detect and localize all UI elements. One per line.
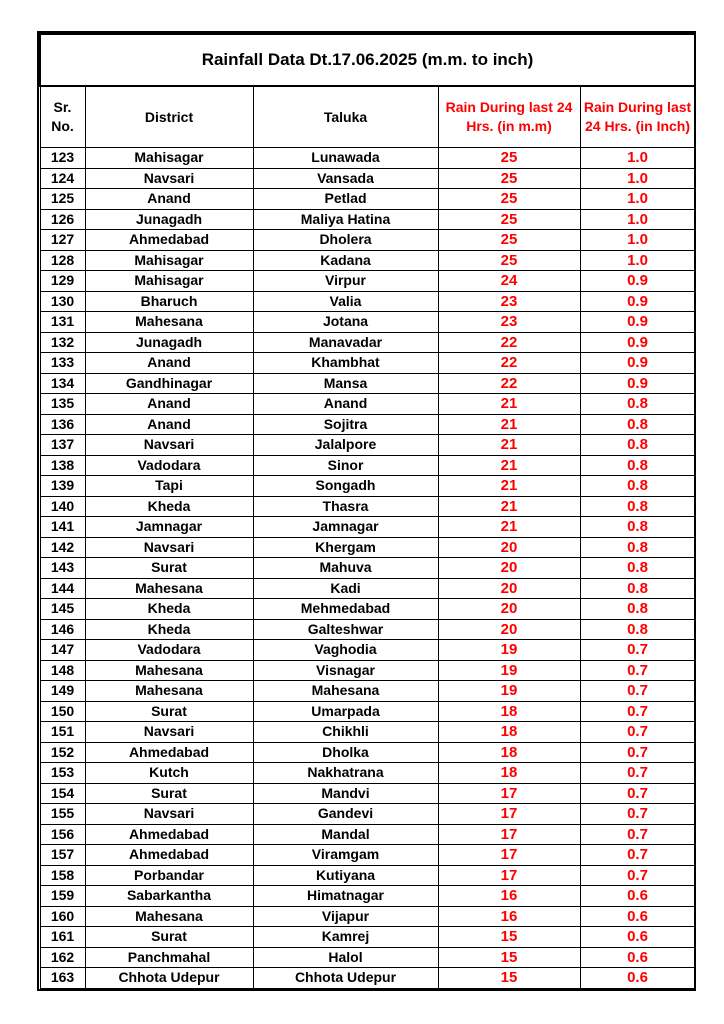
cell-district: Ahmedabad xyxy=(85,742,253,763)
cell-rain-inch: 0.9 xyxy=(580,353,695,374)
cell-rain-mm: 17 xyxy=(438,865,580,886)
cell-rain-inch: 0.8 xyxy=(580,496,695,517)
cell-taluka: Dholera xyxy=(253,230,438,251)
cell-district: Surat xyxy=(85,701,253,722)
table-row xyxy=(40,373,695,394)
cell-sr-no: 144 xyxy=(40,578,85,599)
cell-sr-no: 139 xyxy=(40,476,85,497)
header-rain-inch: Rain During last 24 Hrs. (in Inch) xyxy=(580,86,695,148)
table-row xyxy=(40,435,695,456)
cell-taluka: Manavadar xyxy=(253,332,438,353)
cell-rain-mm: 21 xyxy=(438,476,580,497)
table-row xyxy=(40,722,695,743)
cell-taluka: Mandvi xyxy=(253,783,438,804)
cell-taluka: Maliya Hatina xyxy=(253,209,438,230)
cell-rain-mm: 25 xyxy=(438,209,580,230)
cell-district: Junagadh xyxy=(85,332,253,353)
cell-rain-mm: 17 xyxy=(438,824,580,845)
cell-taluka: Sinor xyxy=(253,455,438,476)
cell-taluka: Visnagar xyxy=(253,660,438,681)
table-row xyxy=(40,927,695,948)
table-row xyxy=(40,886,695,907)
cell-rain-inch: 0.6 xyxy=(580,886,695,907)
cell-district: Tapi xyxy=(85,476,253,497)
cell-sr-no: 161 xyxy=(40,927,85,948)
cell-district: Bharuch xyxy=(85,291,253,312)
table-row xyxy=(40,824,695,845)
table-row xyxy=(40,517,695,538)
cell-rain-inch: 0.7 xyxy=(580,660,695,681)
cell-district: Navsari xyxy=(85,168,253,189)
cell-rain-mm: 24 xyxy=(438,271,580,292)
cell-taluka: Mahuva xyxy=(253,558,438,579)
cell-taluka: Valia xyxy=(253,291,438,312)
cell-sr-no: 157 xyxy=(40,845,85,866)
cell-rain-inch: 0.8 xyxy=(580,558,695,579)
cell-sr-no: 154 xyxy=(40,783,85,804)
cell-taluka: Umarpada xyxy=(253,701,438,722)
cell-sr-no: 151 xyxy=(40,722,85,743)
cell-rain-mm: 22 xyxy=(438,373,580,394)
table-row xyxy=(40,189,695,210)
cell-rain-inch: 0.8 xyxy=(580,414,695,435)
cell-rain-inch: 1.0 xyxy=(580,148,695,169)
cell-rain-inch: 0.8 xyxy=(580,619,695,640)
cell-sr-no: 131 xyxy=(40,312,85,333)
cell-rain-inch: 0.6 xyxy=(580,968,695,989)
table-row xyxy=(40,537,695,558)
cell-sr-no: 141 xyxy=(40,517,85,538)
cell-district: Surat xyxy=(85,558,253,579)
cell-rain-inch: 0.8 xyxy=(580,578,695,599)
cell-rain-mm: 16 xyxy=(438,886,580,907)
cell-rain-inch: 0.6 xyxy=(580,927,695,948)
cell-rain-mm: 23 xyxy=(438,291,580,312)
cell-district: Kheda xyxy=(85,496,253,517)
cell-sr-no: 152 xyxy=(40,742,85,763)
table-row xyxy=(40,332,695,353)
cell-taluka: Chikhli xyxy=(253,722,438,743)
cell-district: Mahesana xyxy=(85,906,253,927)
cell-sr-no: 149 xyxy=(40,681,85,702)
cell-rain-inch: 0.9 xyxy=(580,312,695,333)
cell-rain-inch: 1.0 xyxy=(580,230,695,251)
cell-district: Gandhinagar xyxy=(85,373,253,394)
table-row xyxy=(40,496,695,517)
cell-district: Panchmahal xyxy=(85,947,253,968)
cell-rain-inch: 0.8 xyxy=(580,435,695,456)
cell-sr-no: 130 xyxy=(40,291,85,312)
cell-taluka: Chhota Udepur xyxy=(253,968,438,989)
cell-taluka: Vansada xyxy=(253,168,438,189)
cell-district: Anand xyxy=(85,394,253,415)
cell-taluka: Dholka xyxy=(253,742,438,763)
cell-district: Sabarkantha xyxy=(85,886,253,907)
cell-rain-inch: 0.7 xyxy=(580,640,695,661)
cell-taluka: Viramgam xyxy=(253,845,438,866)
cell-sr-no: 125 xyxy=(40,189,85,210)
cell-taluka: Mansa xyxy=(253,373,438,394)
cell-district: Surat xyxy=(85,783,253,804)
cell-taluka: Mahesana xyxy=(253,681,438,702)
cell-district: Surat xyxy=(85,927,253,948)
cell-sr-no: 158 xyxy=(40,865,85,886)
header-sr-no: Sr. No. xyxy=(40,86,85,148)
table-row xyxy=(40,312,695,333)
table-row xyxy=(40,845,695,866)
cell-rain-mm: 23 xyxy=(438,312,580,333)
cell-rain-mm: 18 xyxy=(438,701,580,722)
document-title: Rainfall Data Dt.17.06.2025 (m.m. to inch) xyxy=(40,34,695,86)
cell-rain-mm: 22 xyxy=(438,332,580,353)
table-row xyxy=(40,640,695,661)
table-row xyxy=(40,353,695,374)
cell-taluka: Songadh xyxy=(253,476,438,497)
table-row xyxy=(40,476,695,497)
cell-rain-mm: 19 xyxy=(438,660,580,681)
cell-rain-mm: 21 xyxy=(438,517,580,538)
cell-sr-no: 153 xyxy=(40,763,85,784)
cell-rain-inch: 0.7 xyxy=(580,804,695,825)
cell-taluka: Mehmedabad xyxy=(253,599,438,620)
cell-rain-mm: 25 xyxy=(438,230,580,251)
cell-district: Porbandar xyxy=(85,865,253,886)
cell-rain-mm: 21 xyxy=(438,455,580,476)
cell-rain-mm: 21 xyxy=(438,435,580,456)
table-row xyxy=(40,968,695,989)
cell-sr-no: 159 xyxy=(40,886,85,907)
cell-rain-inch: 1.0 xyxy=(580,189,695,210)
cell-taluka: Vaghodia xyxy=(253,640,438,661)
cell-taluka: Nakhatrana xyxy=(253,763,438,784)
cell-rain-mm: 15 xyxy=(438,968,580,989)
cell-rain-inch: 0.7 xyxy=(580,742,695,763)
table-row xyxy=(40,148,695,169)
cell-sr-no: 145 xyxy=(40,599,85,620)
cell-rain-mm: 20 xyxy=(438,558,580,579)
cell-taluka: Kadana xyxy=(253,250,438,271)
cell-rain-mm: 15 xyxy=(438,927,580,948)
table-row xyxy=(40,865,695,886)
cell-rain-mm: 22 xyxy=(438,353,580,374)
cell-rain-inch: 0.8 xyxy=(580,455,695,476)
cell-rain-inch: 1.0 xyxy=(580,168,695,189)
cell-rain-mm: 20 xyxy=(438,619,580,640)
cell-sr-no: 162 xyxy=(40,947,85,968)
table-row xyxy=(40,414,695,435)
cell-district: Mahesana xyxy=(85,660,253,681)
cell-sr-no: 127 xyxy=(40,230,85,251)
table-row xyxy=(40,783,695,804)
cell-rain-mm: 25 xyxy=(438,189,580,210)
cell-rain-mm: 18 xyxy=(438,722,580,743)
cell-district: Vadodara xyxy=(85,455,253,476)
cell-rain-mm: 21 xyxy=(438,496,580,517)
cell-taluka: Gandevi xyxy=(253,804,438,825)
cell-rain-mm: 17 xyxy=(438,845,580,866)
cell-sr-no: 135 xyxy=(40,394,85,415)
table-row xyxy=(40,168,695,189)
table-row xyxy=(40,906,695,927)
cell-district: Kheda xyxy=(85,599,253,620)
cell-district: Jamnagar xyxy=(85,517,253,538)
cell-taluka: Sojitra xyxy=(253,414,438,435)
cell-rain-mm: 20 xyxy=(438,537,580,558)
table-row xyxy=(40,599,695,620)
cell-rain-inch: 0.9 xyxy=(580,373,695,394)
table-row xyxy=(40,271,695,292)
table-row xyxy=(40,291,695,312)
cell-taluka: Vijapur xyxy=(253,906,438,927)
cell-rain-mm: 21 xyxy=(438,394,580,415)
cell-district: Navsari xyxy=(85,804,253,825)
table-row xyxy=(40,558,695,579)
cell-rain-inch: 0.8 xyxy=(580,599,695,620)
cell-district: Junagadh xyxy=(85,209,253,230)
cell-district: Mahesana xyxy=(85,681,253,702)
cell-sr-no: 129 xyxy=(40,271,85,292)
cell-taluka: Khambhat xyxy=(253,353,438,374)
header-taluka: Taluka xyxy=(253,86,438,148)
cell-rain-inch: 0.8 xyxy=(580,537,695,558)
cell-rain-mm: 25 xyxy=(438,168,580,189)
cell-rain-inch: 0.7 xyxy=(580,722,695,743)
cell-rain-inch: 0.9 xyxy=(580,271,695,292)
cell-rain-mm: 17 xyxy=(438,783,580,804)
table-body xyxy=(40,148,695,989)
table-row xyxy=(40,947,695,968)
cell-rain-mm: 25 xyxy=(438,250,580,271)
cell-taluka: Anand xyxy=(253,394,438,415)
cell-taluka: Kadi xyxy=(253,578,438,599)
cell-sr-no: 155 xyxy=(40,804,85,825)
cell-district: Mahesana xyxy=(85,312,253,333)
cell-taluka: Khergam xyxy=(253,537,438,558)
table-row xyxy=(40,660,695,681)
cell-rain-inch: 0.7 xyxy=(580,783,695,804)
table-row xyxy=(40,763,695,784)
cell-sr-no: 134 xyxy=(40,373,85,394)
table-row xyxy=(40,250,695,271)
cell-sr-no: 160 xyxy=(40,906,85,927)
cell-rain-mm: 15 xyxy=(438,947,580,968)
cell-rain-inch: 1.0 xyxy=(580,209,695,230)
cell-sr-no: 142 xyxy=(40,537,85,558)
cell-rain-inch: 0.7 xyxy=(580,845,695,866)
cell-sr-no: 124 xyxy=(40,168,85,189)
header-rain-mm: Rain During last 24 Hrs. (in m.m) xyxy=(438,86,580,148)
cell-rain-inch: 0.7 xyxy=(580,824,695,845)
cell-sr-no: 150 xyxy=(40,701,85,722)
cell-district: Navsari xyxy=(85,435,253,456)
table-row xyxy=(40,455,695,476)
cell-district: Anand xyxy=(85,414,253,435)
cell-rain-inch: 0.7 xyxy=(580,681,695,702)
table-row xyxy=(40,209,695,230)
cell-taluka: Petlad xyxy=(253,189,438,210)
header-district: District xyxy=(85,86,253,148)
cell-district: Anand xyxy=(85,189,253,210)
cell-sr-no: 143 xyxy=(40,558,85,579)
cell-rain-mm: 21 xyxy=(438,414,580,435)
cell-rain-inch: 0.9 xyxy=(580,332,695,353)
cell-district: Chhota Udepur xyxy=(85,968,253,989)
cell-sr-no: 138 xyxy=(40,455,85,476)
table-row xyxy=(40,804,695,825)
cell-district: Ahmedabad xyxy=(85,824,253,845)
cell-taluka: Jotana xyxy=(253,312,438,333)
table-row xyxy=(40,701,695,722)
cell-rain-inch: 0.8 xyxy=(580,476,695,497)
cell-district: Anand xyxy=(85,353,253,374)
cell-rain-mm: 18 xyxy=(438,742,580,763)
cell-rain-inch: 1.0 xyxy=(580,250,695,271)
cell-sr-no: 123 xyxy=(40,148,85,169)
cell-district: Navsari xyxy=(85,722,253,743)
cell-rain-mm: 25 xyxy=(438,148,580,169)
cell-district: Ahmedabad xyxy=(85,230,253,251)
cell-sr-no: 132 xyxy=(40,332,85,353)
cell-rain-inch: 0.6 xyxy=(580,947,695,968)
cell-rain-mm: 17 xyxy=(438,804,580,825)
cell-taluka: Kutiyana xyxy=(253,865,438,886)
table-row xyxy=(40,394,695,415)
cell-sr-no: 163 xyxy=(40,968,85,989)
cell-sr-no: 147 xyxy=(40,640,85,661)
cell-taluka: Mandal xyxy=(253,824,438,845)
cell-sr-no: 137 xyxy=(40,435,85,456)
cell-district: Mahesana xyxy=(85,578,253,599)
cell-district: Kheda xyxy=(85,619,253,640)
table-row xyxy=(40,742,695,763)
cell-taluka: Thasra xyxy=(253,496,438,517)
cell-rain-mm: 19 xyxy=(438,640,580,661)
cell-taluka: Kamrej xyxy=(253,927,438,948)
cell-rain-inch: 0.7 xyxy=(580,763,695,784)
cell-rain-mm: 20 xyxy=(438,578,580,599)
cell-rain-mm: 18 xyxy=(438,763,580,784)
cell-sr-no: 156 xyxy=(40,824,85,845)
cell-rain-inch: 0.8 xyxy=(580,517,695,538)
cell-taluka: Jalalpore xyxy=(253,435,438,456)
cell-rain-inch: 0.7 xyxy=(580,865,695,886)
cell-sr-no: 140 xyxy=(40,496,85,517)
table-row xyxy=(40,619,695,640)
cell-district: Mahisagar xyxy=(85,271,253,292)
cell-taluka: Virpur xyxy=(253,271,438,292)
cell-sr-no: 133 xyxy=(40,353,85,374)
cell-rain-inch: 0.7 xyxy=(580,701,695,722)
cell-district: Kutch xyxy=(85,763,253,784)
cell-taluka: Lunawada xyxy=(253,148,438,169)
cell-district: Navsari xyxy=(85,537,253,558)
cell-district: Mahisagar xyxy=(85,250,253,271)
cell-rain-inch: 0.9 xyxy=(580,291,695,312)
cell-sr-no: 128 xyxy=(40,250,85,271)
cell-sr-no: 148 xyxy=(40,660,85,681)
cell-rain-inch: 0.8 xyxy=(580,394,695,415)
cell-rain-mm: 20 xyxy=(438,599,580,620)
table-row xyxy=(40,578,695,599)
cell-sr-no: 136 xyxy=(40,414,85,435)
rainfall-document xyxy=(37,31,696,991)
table-row xyxy=(40,230,695,251)
cell-taluka: Galteshwar xyxy=(253,619,438,640)
cell-sr-no: 126 xyxy=(40,209,85,230)
cell-rain-mm: 16 xyxy=(438,906,580,927)
cell-sr-no: 146 xyxy=(40,619,85,640)
cell-district: Mahisagar xyxy=(85,148,253,169)
cell-district: Vadodara xyxy=(85,640,253,661)
cell-district: Ahmedabad xyxy=(85,845,253,866)
rainfall-table xyxy=(39,33,696,989)
cell-taluka: Himatnagar xyxy=(253,886,438,907)
table-row xyxy=(40,681,695,702)
cell-rain-mm: 19 xyxy=(438,681,580,702)
cell-rain-inch: 0.6 xyxy=(580,906,695,927)
cell-taluka: Halol xyxy=(253,947,438,968)
cell-taluka: Jamnagar xyxy=(253,517,438,538)
